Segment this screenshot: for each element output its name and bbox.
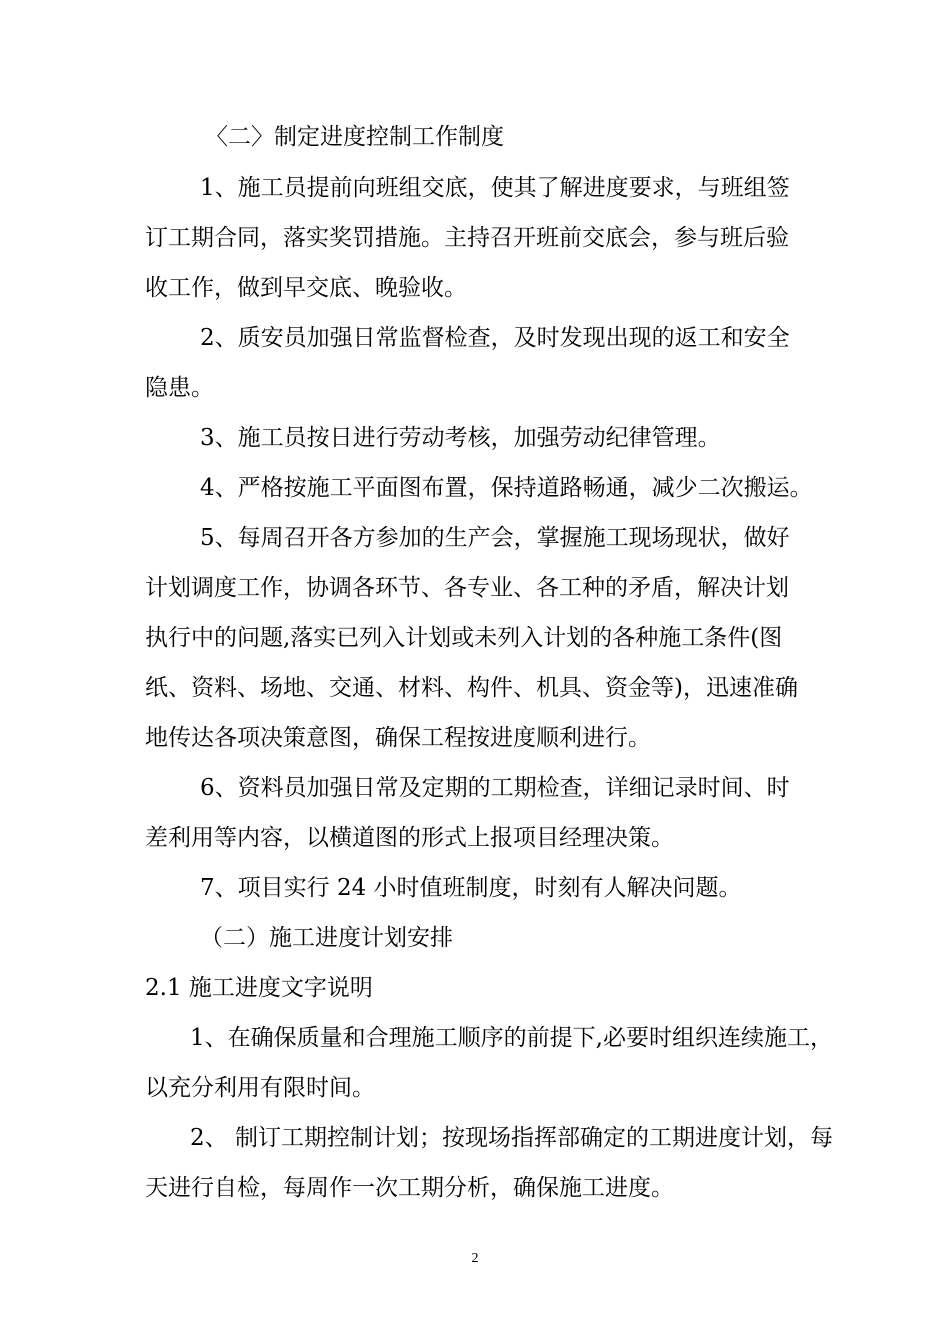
- paragraph-line: 1、施工员提前向班组交底，使其了解进度要求，与班组签: [200, 175, 790, 201]
- paragraph-line: 执行中的问题,落实已列入计划或未列入计划的各种施工条件(图: [145, 625, 783, 651]
- paragraph-line: 计划调度工作，协调各环节、各专业、各工种的矛盾，解决计划: [145, 575, 789, 601]
- subsection-heading: 2.1 施工进度文字说明: [145, 975, 373, 1001]
- paragraph-line: 订工期合同，落实奖罚措施。主持召开班前交底会，参与班后验: [145, 225, 789, 251]
- paragraph-line: 3、施工员按日进行劳动考核，加强劳动纪律管理。: [200, 425, 721, 451]
- section-heading-schedule-arrangement: （二）施工进度计划安排: [200, 925, 453, 951]
- paragraph-line: 地传达各项决策意图，确保工程按进度顺利进行。: [145, 725, 651, 751]
- paragraph-line: 1、在确保质量和合理施工顺序的前提下,必要时组织连续施工，: [190, 1025, 833, 1051]
- paragraph-line: 天进行自检，每周作一次工期分析，确保施工进度。: [145, 1175, 674, 1201]
- paragraph-line: 以充分利用有限时间。: [145, 1075, 375, 1101]
- paragraph-line: 7、项目实行 24 小时值班制度，时刻有人解决问题。: [200, 875, 742, 901]
- paragraph-line: 隐患。: [145, 375, 214, 401]
- paragraph-line: 4、严格按施工平面图布置，保持道路畅通，减少二次搬运。: [200, 475, 813, 501]
- paragraph-line: 纸、资料、场地、交通、材料、构件、机具、资金等)，迅速准确: [145, 675, 798, 701]
- paragraph-line: 2、质安员加强日常监督检查，及时发现出现的返工和安全: [200, 325, 790, 351]
- page-number: 2: [471, 1251, 479, 1266]
- paragraph-line: 5、每周召开各方参加的生产会，掌握施工现场现状，做好: [200, 525, 790, 551]
- section-heading-progress-control: 〈二〉制定进度控制工作制度: [205, 124, 504, 150]
- paragraph-line: 6、资料员加强日常及定期的工期检查，详细记录时间、时: [200, 775, 790, 801]
- paragraph-line: 差利用等内容，以横道图的形式上报项目经理决策。: [145, 825, 674, 851]
- paragraph-line: 2、 制订工期控制计划；按现场指挥部确定的工期进度计划，每: [190, 1125, 833, 1151]
- paragraph-line: 收工作，做到早交底、晚验收。: [145, 275, 467, 301]
